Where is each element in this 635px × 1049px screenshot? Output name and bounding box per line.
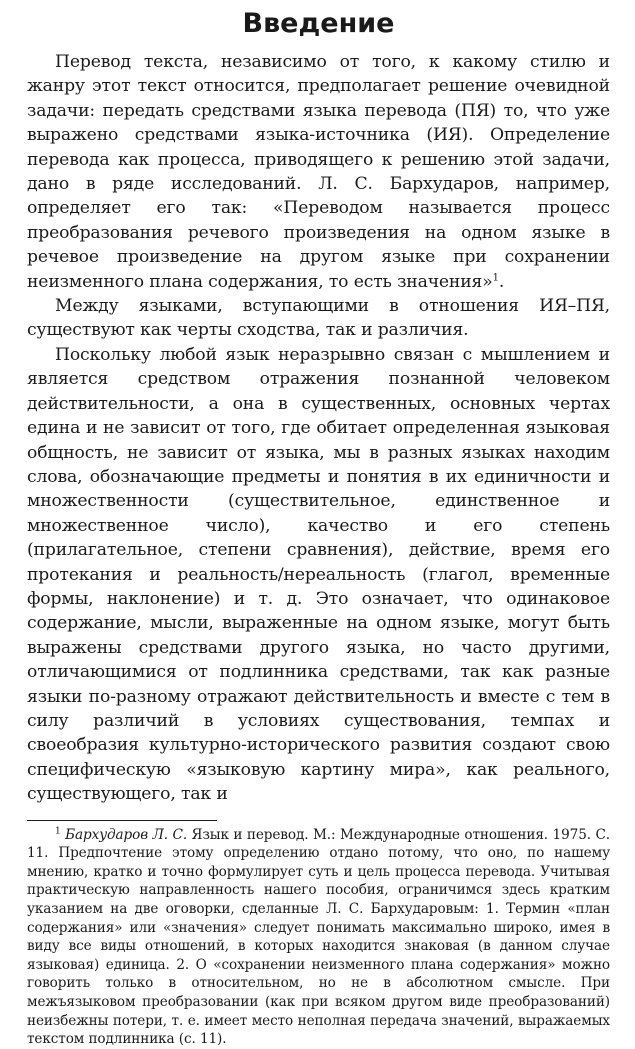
paragraph-1 [27,50,610,294]
footnote-text: Язык и перевод. М.: Международные отношения. 1975. С. 11. Предпочтение этому определению отдано потому, что оно, по нашему мнению, кратко и точно формулирует суть и цель процесса перевода. Учитывая практическую направленность нашего пособия, ограничимся здесь кратким указанием на две оговорки, сделанные Л. С. Бархударовым: 1. Термин «план содержания» или «значения» следует понимать максимально широко, имея в виду все виды отношений, в которых находится знаковая (в данном случае языковая) единица. 2. О «сохранении неизменного плана содержания» можно говорить только в относительном, но не в абсолютном смысле. При межъязыковом преобразовании (как при всяком другом виде преобразований) неизбежны потери, т. е. имеет место неполная передача значений, выражаемых текстом подлинника (с. 11). [27,826,610,1048]
footnote-author: Бархударов Л. С. [65,826,188,843]
page-title: Введение [242,8,395,39]
footnote-reference[interactable]: 1 [492,271,499,283]
paragraph-1-end: . [498,271,505,292]
paragraph-3: Поскольку любой язык неразрывно связан с мышлением и является средством отражения познанной человеком действительности, а она в существенных, основных чертах едина и не зависит от того, где обитает определенная языковая общность, не зависит от языка, мы в разных языках находим слова, обозначающие предметы и понятия в их единичности и множественности (существительное, единственное и множественное число), качество и его степень (прилагательное, степени сравнения), действие, время его протекания и реальность/нереальность (глагол, временные формы, наклонение) и т. д. Это означает, что одинаковое содержание, мысли, выраженные на одном языке, могут быть выражены средствами другого языка, но часто другими, отличающимися от подлинника средствами, так как разные языки по-разному отражают действительность и вместе с тем в силу различий в условиях существования, темпах и своеобразия культурно-исторического развития создают свою специфическую «языковую картину мира», как реального, существующего, так и [27,344,610,805]
body-text [27,50,610,807]
paragraph-1-text: Перевод текста, независимо от того, к какому стилю и жанру этот текст относится, предполагает решение очевидной задачи: передать средствами языка перевода (ПЯ) то, что уже выражено средствами языка-источника (ИЯ). Определение перевода как процесса, приводящего к решению этой задачи, дано в ряде исследований. Л. С. Бархударов, например, определяет его так: «Переводом называется процесс преобразования речевого произведения на одном языке в речевое произведение на другом языке при сохранении неизменного плана содержания, то есть значения» [27,52,610,292]
footnote-number: 1 [55,826,61,837]
footnote [27,826,610,1049]
paragraph-2: Между языками, вступающими в отношения ИЯ–ПЯ, существуют как черты сходства, так и различия. [27,296,610,341]
footnote-divider [27,820,217,821]
